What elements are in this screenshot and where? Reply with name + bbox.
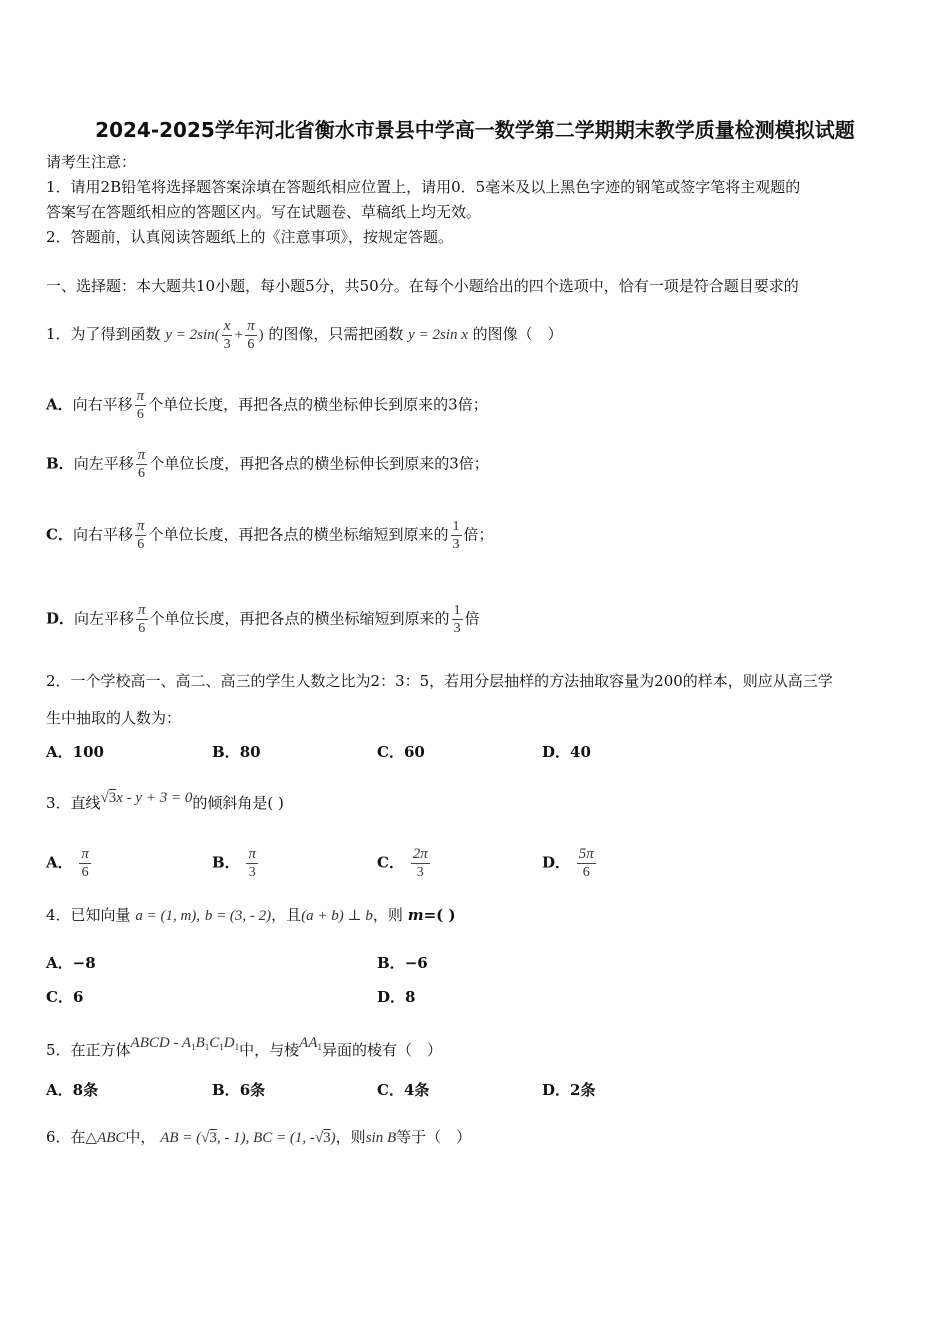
q1-suffix: 的图像（ ） <box>472 324 563 343</box>
question-5: 5．在正方体ABCD - $A_1B_1C_1D_1$中，与棱$AA_1$异面的棱有（ ） <box>46 1035 442 1059</box>
q1-prefix: 1．为了得到函数 <box>46 324 161 343</box>
q4-option-a[interactable]: A．−8 <box>46 954 96 972</box>
q4-option-d[interactable]: D．8 <box>377 988 416 1006</box>
notice-line-2: 答案写在答题纸相应的答题区内。写在试题卷、草稿纸上均无效。 <box>46 203 482 221</box>
q1-source-function: y = 2sin x <box>408 326 468 343</box>
notice-heading: 请考生注意： <box>46 153 137 171</box>
question-6: 6．在△ABC中， AB = (√3, - 1), BC = (1, -√3)，则sin B等于（ ） <box>46 1128 472 1146</box>
question-2-line-1: 2．一个学校高一、高二、高三的学生人数之比为2：3：5，若用分层抽样的方法抽取容量为200的样本，则应从高三学 <box>46 672 833 690</box>
q4-option-c[interactable]: C．6 <box>46 988 84 1006</box>
q1-option-b[interactable]: B．向左平移 $\frac{\pi}{6}$ 个单位长度，再把各点的横坐标伸长到原来的3倍； <box>46 447 489 481</box>
q2-option-b[interactable]: B．80 <box>212 743 261 761</box>
q1-option-c[interactable]: C．向右平移 $\frac{\pi}{6}$ 个单位长度，再把各点的横坐标缩短到原来的 $\frac{1}{3}$ 倍； <box>46 518 494 552</box>
question-3: 3．直线√3x - y + 3 = 0的倾斜角是( ) <box>46 790 284 812</box>
q3-option-b[interactable]: B． $\frac{\pi}{3}$ <box>212 846 256 880</box>
q3-option-d[interactable]: D． $\frac{5\pi}{6}$ <box>542 846 594 880</box>
section-heading: 一、选择题：本大题共10小题，每小题5分，共50分。在每个小题给出的四个选项中，恰有一项是符合题目要求的 <box>46 277 799 295</box>
q2-option-c[interactable]: C．60 <box>377 743 425 761</box>
question-4: 4．已知向量 a = (1, m), b = (3, - 2)，且(a + b) ⊥ b，则 m=( ) <box>46 906 456 924</box>
q5-option-d[interactable]: D．2条 <box>542 1081 596 1099</box>
question-2-line-2: 生中抽取的人数为： <box>46 709 182 727</box>
q4-option-b[interactable]: B．−6 <box>377 954 428 972</box>
notice-line-1: 1．请用2B铅笔将选择题答案涂填在答题纸相应位置上，请用0．5毫米及以上黑色字迹的钢笔或签字笔将主观题的 <box>46 178 801 196</box>
q3-option-c[interactable]: C． $\frac{2\pi}{3}$ <box>377 846 428 880</box>
question-1 <box>46 318 563 353</box>
q5-option-c[interactable]: C．4条 <box>377 1081 430 1099</box>
q1-mid: 的图像，只需把函数 <box>268 324 404 343</box>
q3-option-a[interactable]: A． $\frac{\pi}{6}$ <box>46 846 89 880</box>
q2-option-d[interactable]: D．40 <box>542 743 591 761</box>
q5-option-b[interactable]: B．6条 <box>212 1081 266 1099</box>
q1-target-function: y = 2sin( $\frac{x}{3}$ + $\frac{\pi}{6}$ ) <box>165 318 264 352</box>
page-title: 2024-2025学年河北省衡水市景县中学高一数学第二学期期末教学质量检测模拟试题 <box>95 118 855 142</box>
notice-line-3: 2．答题前，认真阅读答题纸上的《注意事项》，按规定答题。 <box>46 228 454 246</box>
q2-option-a[interactable]: A．100 <box>46 743 104 761</box>
q1-option-a[interactable]: A．向右平移 $\frac{\pi}{6}$ 个单位长度，再把各点的横坐标伸长到原来的3倍； <box>46 388 488 422</box>
q1-option-d[interactable]: D．向左平移 $\frac{\pi}{6}$ 个单位长度，再把各点的横坐标缩短到原来的 $\frac{1}{3}$ 倍 <box>46 602 480 636</box>
q5-option-a[interactable]: A．8条 <box>46 1081 99 1099</box>
